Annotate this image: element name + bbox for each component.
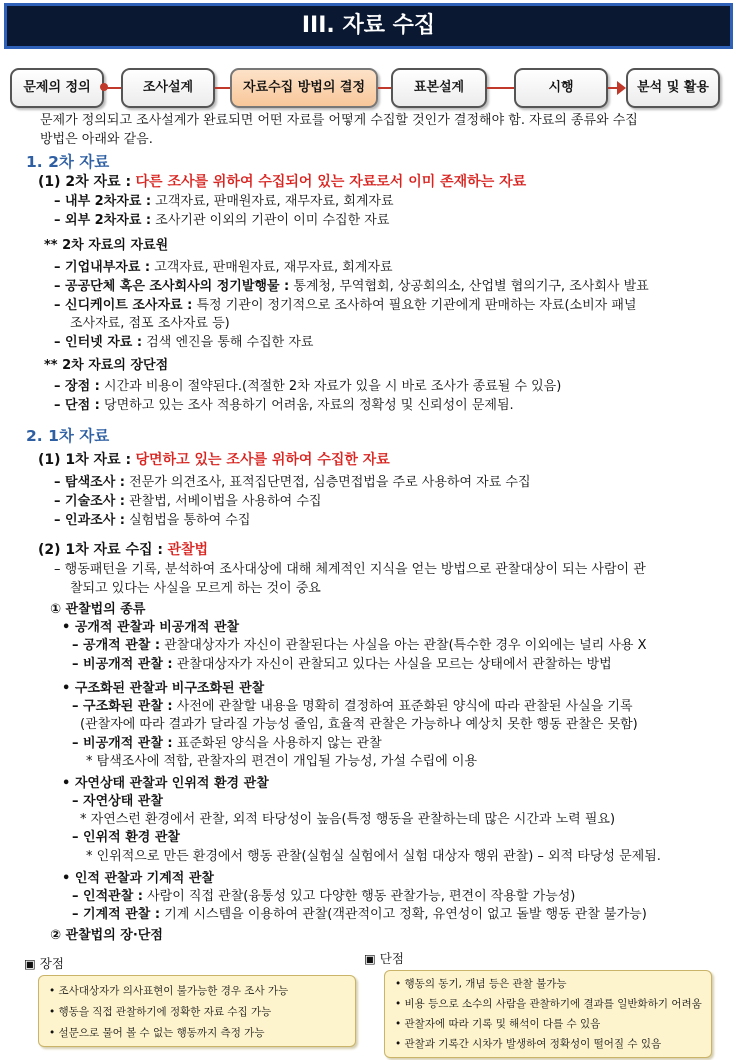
list-note: * 탐색조사에 적합, 관찰자의 편견이 개입될 가능성, 가설 수립에 이용 <box>86 754 478 769</box>
page-title: III. 자료 수집 <box>4 3 733 49</box>
item-label: – 비공개적 관찰 : <box>72 657 173 672</box>
flow-step-problem-definition: 문제의 정의 <box>10 68 104 108</box>
list-item <box>54 512 250 530</box>
item-text: 검색 엔진을 통해 수집한 자료 <box>146 335 314 350</box>
collection-label: (2) 1차 자료 수집 : <box>38 542 163 558</box>
flow-connector <box>104 87 122 89</box>
flow-step-execution: 시행 <box>514 68 608 108</box>
list-item-label: – 자연상태 관찰 <box>72 794 163 809</box>
pros-item: • 설문으로 물어 볼 수 없는 행동까지 측정 가능 <box>49 1027 265 1039</box>
list-item-continuation: (관찰자에 따라 결과가 달라질 가능성 줄임, 효율적 관찰은 가능하나 예상치 못한 행동 관찰은 못함) <box>80 717 638 732</box>
item-text: 시간과 비용이 절약된다.(적절한 2차 자료가 있을 시 바로 조사가 종료될 수 있음) <box>104 379 562 394</box>
item-label: – 기업내부자료 : <box>54 260 151 275</box>
item-text: 통계청, 무역협회, 상공회의소, 산업별 협의기구, 조사회사 발표 <box>293 279 649 294</box>
observation-description-line-2: 찰되고 있다는 사실을 모르게 하는 것이 중요 <box>70 581 321 596</box>
flow-step-sampling-design: 표본설계 <box>391 68 487 108</box>
group-title-human-mechanical: • 인적 관찰과 기계적 관찰 <box>62 871 214 886</box>
item-label: – 비공개적 관찰 : <box>72 736 173 751</box>
observation-kinds-heading: ① 관찰법의 종류 <box>50 602 146 617</box>
arrow-right-icon <box>617 81 626 95</box>
flow-step-data-collection-method: 자료수집 방법의 결정 <box>230 68 378 108</box>
definition-text: 당면하고 있는 조사를 위하여 수집한 자료 <box>135 452 390 468</box>
group-title-open-closed: • 공개적 관찰과 비공개적 관찰 <box>62 620 240 635</box>
list-item <box>72 735 382 753</box>
item-text: 사전에 관찰할 내용을 명확히 결정하여 표준화된 양식에 따라 관찰된 사실을 기록 <box>176 699 633 714</box>
item-text: 전문가 의견조사, 표적집단면접, 심층면접법을 주로 사용하여 자료 수집 <box>129 475 531 490</box>
pros-title: ▣ 장점 <box>24 956 64 971</box>
process-flow <box>0 68 740 110</box>
item-label: – 인과조사 : <box>54 513 125 528</box>
item-text: 기계 시스템을 이용하여 관찰(객관적이고 정확, 유연성이 없고 돌발 행동 관찰 불가능) <box>164 907 647 922</box>
item-label: – 내부 2차자료 : <box>54 194 152 209</box>
item-label: – 인터넷 자료 : <box>54 335 143 350</box>
list-item <box>54 397 514 415</box>
group-title-natural-artificial: • 자연상태 관찰과 인위적 환경 관찰 <box>62 776 269 791</box>
list-item <box>54 259 393 277</box>
list-item <box>54 378 561 396</box>
list-item <box>72 698 633 716</box>
flow-connector <box>215 87 231 89</box>
list-note: * 인위적으로 만든 환경에서 행동 관찰(실험실 실험에서 실험 대상자 행위 관찰) – 외적 타당성 문제됨. <box>86 849 661 864</box>
cons-title: ▣ 단점 <box>364 951 404 966</box>
list-item <box>54 278 649 296</box>
pros-item: • 행동을 직접 관찰하기에 정확한 자료 수집 가능 <box>49 1006 272 1018</box>
definition-label: (1) 2차 자료 : <box>38 174 132 190</box>
collection-method: 관찰법 <box>167 542 209 558</box>
list-item-continuation: 조사자료, 점포 조사자료 등) <box>70 316 230 331</box>
cons-item: • 비용 등으로 소수의 사람을 관찰하기에 결과를 일반화하기 어려움 <box>395 998 702 1010</box>
intro-line-2: 방법은 아래와 같음. <box>40 132 153 147</box>
flow-step-research-design: 조사설계 <box>121 68 215 108</box>
list-item <box>54 334 313 352</box>
item-label: – 장점 : <box>54 379 100 394</box>
flow-connector <box>378 87 392 89</box>
section-heading-primary-data: 2. 1차 자료 <box>26 427 110 445</box>
list-item <box>54 493 321 511</box>
list-item <box>54 212 389 230</box>
cons-item: • 관찰과 기록간 시차가 발생하여 정확성이 떨어질 수 있음 <box>395 1038 662 1050</box>
item-label: – 인적관찰 : <box>72 889 143 904</box>
list-item <box>72 888 575 906</box>
list-item <box>54 193 394 211</box>
item-label: – 탐색조사 : <box>54 475 125 490</box>
cons-item: • 행동의 동기, 개념 등은 관찰 불가능 <box>395 978 567 990</box>
pros-box <box>38 975 356 1047</box>
item-text: 관찰대상자가 자신이 관찰된다는 사실을 아는 관찰(특수한 경우 이외에는 널리 사용 X <box>164 638 647 653</box>
item-text: 관찰법, 서베이법을 사용하여 수집 <box>129 494 322 509</box>
list-item <box>54 297 636 315</box>
item-label: – 신디케이트 조사자료 : <box>54 298 193 313</box>
item-label: – 단점 : <box>54 398 100 413</box>
definition-label: (1) 1차 자료 : <box>38 452 132 468</box>
item-text: 표준화된 양식을 사용하지 않는 관찰 <box>176 736 382 751</box>
pros-cons-heading: ** 2차 자료의 장단점 <box>44 358 169 373</box>
cons-box <box>384 970 712 1058</box>
item-label: – 외부 2차자료 : <box>54 213 152 228</box>
list-item-label: – 인위적 환경 관찰 <box>72 830 180 845</box>
list-item <box>72 656 612 674</box>
sources-heading: ** 2차 자료의 자료원 <box>44 238 169 253</box>
item-label: – 기계적 관찰 : <box>72 907 161 922</box>
group-title-structured: • 구조화된 관찰과 비구조화된 관찰 <box>62 681 265 696</box>
section-heading-secondary-data: 1. 2차 자료 <box>26 153 110 171</box>
list-item <box>72 906 647 924</box>
observation-pros-cons-heading: ② 관찰법의 장·단점 <box>50 928 163 943</box>
item-text: 당면하고 있는 조사 적용하기 어려움, 자료의 정확성 및 신뢰성이 문제됨. <box>104 398 514 413</box>
cons-item: • 관찰자에 따라 기록 및 해석이 다를 수 있음 <box>395 1018 601 1030</box>
list-item <box>54 474 531 492</box>
observation-description-line-1: – 행동패턴을 기록, 분석하여 조사대상에 대해 체계적인 지식을 얻는 방법으로 관찰대상이 되는 사람이 관 <box>54 562 646 577</box>
list-note: * 자연스런 환경에서 관찰, 외적 타당성이 높음(특정 행동을 관찰하는데 많은 시간과 노력 필요) <box>80 812 616 827</box>
primary-data-definition <box>38 451 390 469</box>
flow-connector <box>487 87 515 89</box>
item-text: 관찰대상자가 자신이 관찰되고 있다는 사실을 모르는 상태에서 관찰하는 방법 <box>176 657 612 672</box>
item-text: 고객자료, 판매원자료, 재무자료, 회계자료 <box>154 260 393 275</box>
secondary-data-definition <box>38 173 526 191</box>
flow-step-analysis: 분석 및 활용 <box>626 68 720 108</box>
item-label: – 기술조사 : <box>54 494 125 509</box>
item-label: – 공공단체 혹은 조사회사의 정기발행물 : <box>54 279 290 294</box>
pros-item: • 조사대상자가 의사표현이 불가능한 경우 조사 가능 <box>49 985 289 997</box>
item-label: – 공개적 관찰 : <box>72 638 161 653</box>
item-text: 실험법을 통하여 수집 <box>129 513 251 528</box>
item-text: 조사기관 이외의 기관이 이미 수집한 자료 <box>155 213 390 228</box>
item-text: 고객자료, 판매원자료, 재무자료, 회계자료 <box>155 194 394 209</box>
item-text: 특정 기관이 정기적으로 조사하여 필요한 기관에게 판매하는 자료(소비자 패널 <box>196 298 637 313</box>
intro-line-1: 문제가 정의되고 조사설계가 완료되면 어떤 자료를 어떻게 수집할 것인가 결정해야 함. 자료의 종류와 수집 <box>40 113 638 128</box>
primary-collection-heading <box>38 541 208 559</box>
definition-text: 다른 조사를 위하여 수집되어 있는 자료로서 이미 존재하는 자료 <box>135 174 527 190</box>
list-item <box>72 637 647 655</box>
item-text: 사람이 직접 관찰(융통성 있고 다양한 행동 관찰가능, 편견이 작용할 가능성) <box>147 889 576 904</box>
item-label: – 구조화된 관찰 : <box>72 699 173 714</box>
